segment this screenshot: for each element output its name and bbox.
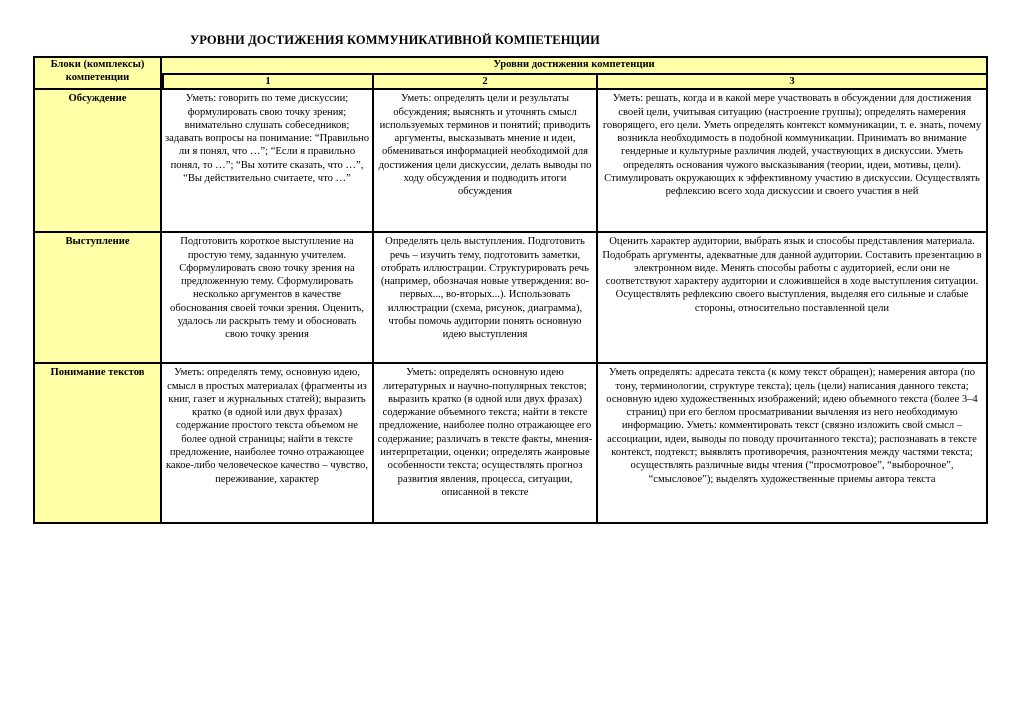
header-levels: Уровни достижения компетенции: [162, 56, 988, 75]
header-blocks: Блоки (комплексы) компетенции: [33, 56, 162, 90]
header-level-1: 1: [162, 75, 374, 90]
discussion-level-3: Уметь: решать, когда и в какой мере участвовать в обсуждении для достижения своей цели, учитывая ситуацию (настроение группы); определять намерения говорящего, его цели. Уметь определять контекст коммуникации, т. е. знать, почему возникла необходимость в подобной коммуникации. Принимать во внимание гендерные и культурные различия людей, участвующих в дискуссии. Уметь определять основания чужого высказывания (теории, идеи, мотивы, цели). Стимулировать окружающих к эффективному участию в дискуссии. Осуществлять рефлексию всего хода дискуссии и своего участия в ней: [598, 90, 988, 233]
table-row: [33, 233, 988, 364]
table-row: [33, 90, 988, 233]
text-understanding-level-3: Уметь определять: адресата текста (к кому текст обращен); намерения автора (по тону, терминологии, структуре текста); цель (цели) написания данного текста; основную идею художественных изображений; идею объемного текста (более 3–4 страниц) при его беглом просматривании вычленяя из него необходимую информацию. Уметь: комментировать текст (связно изложить свой смысл – ассоциации, идеи, выводы по поводу прочитанного текста); распознавать в тексте контекст, подтекст; выявлять противоречия, разночтения между частями текста; осуществлять различные виды чтения (“просмотровое”, “выборочное”, “смысловое”); выделять художественные приемы автора текста: [598, 364, 988, 524]
presentation-level-3: Оценить характер аудитории, выбрать язык и способы представления материала. Подобрать аргументы, адекватные для данной аудитории. Составить презентацию в электронном виде. Менять способы работы с аудиторией, если они не соответствуют характеру аудитории и сложившейся в ходе выступления ситуации. Осуществлять рефлексию своего выступления, выделяя его сильные и слабые стороны, относительно поставленной цели: [598, 233, 988, 364]
header-level-3: 3: [598, 75, 988, 90]
discussion-level-2: Уметь: определять цели и результаты обсуждения; выяснять и уточнять смысл используемых терминов и понятий; приводить аргументы, высказывать мнение и идеи, обмениваться информацией необходимой для достижения цели дискуссии, делать выводы по ходу обсуждения и подводить итоги обсуждения: [374, 90, 598, 233]
table-row: [33, 364, 988, 524]
text-understanding-level-2: Уметь: определять основную идею литературных и научно-популярных текстов; выразить кратко (в одной или двух фразах) содержание объемного текста; найти в тексте предложение, наиболее полно отражающее его содержание; различать в тексте факты, мнения-интерпретации, оценки; определять жанровые особенности текста; осуществлять прогноз развития явления, процесса, ситуации, описанной в тексте: [374, 364, 598, 524]
discussion-level-1: Уметь: говорить по теме дискуссии; формулировать свою точку зрения; внимательно слушать собеседников; задавать вопросы на понимание: “Правильно ли я понял, что …”; “Если я правильно понял, то …”; “Вы хотите сказать, что …”, “Вы действительно считаете, что …”: [162, 90, 374, 233]
block-name-presentation: Выступление: [33, 233, 162, 364]
presentation-level-1: Подготовить короткое выступление на простую тему, заданную учителем. Сформулировать свою точку зрения на предложенную тему. Сформулировать несколько аргументов в качестве обоснования своей точки зрения. Оценить, удалось ли раскрыть тему и обосновать свою точку зрения: [162, 233, 374, 364]
text-understanding-level-1: Уметь: определять тему, основную идею, смысл в простых материалах (фрагменты из книг, газет и журнальных статей); выразить кратко (в одной или двух фразах) содержание простого текста объемом не более одной страницы; найти в тексте предложение, наиболее точно отражающее какое-либо человеческое качество – чувство, переживание, характер: [162, 364, 374, 524]
page-title: УРОВНИ ДОСТИЖЕНИЯ КОММУНИКАТИВНОЙ КОМПЕТЕНЦИИ: [190, 33, 600, 47]
block-name-discussion: Обсуждение: [33, 90, 162, 233]
presentation-level-2: Определять цель выступления. Подготовить речь – изучить тему, подготовить заметки, отобрать иллюстрации. Структурировать речь (например, обозначая новые утверждения: во-первых..., во-вторых...). Использовать иллюстрации (схема, рисунок, диаграмма), чтобы помочь аудитории понять основную идею выступления: [374, 233, 598, 364]
block-name-text-understanding: Понимание текстов: [33, 364, 162, 524]
header-level-2: 2: [374, 75, 598, 90]
competence-table: [33, 56, 988, 524]
